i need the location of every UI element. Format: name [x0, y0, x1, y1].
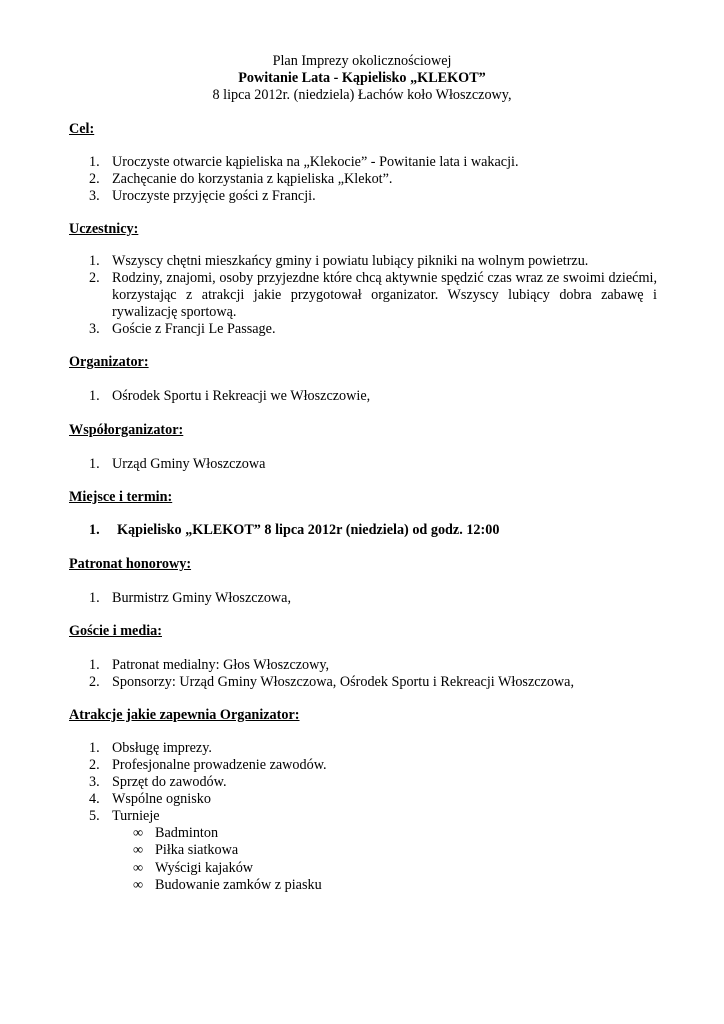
- list-number: 3.: [89, 774, 100, 790]
- sub-list-text: Budowanie zamków z piasku: [155, 877, 322, 893]
- list-number: 1.: [89, 253, 100, 269]
- list-number: 3.: [89, 188, 100, 204]
- infinity-bullet-icon: ∞: [133, 860, 144, 876]
- heading-organizator: Organizator:: [69, 354, 149, 370]
- list-text: Sprzęt do zawodów.: [112, 774, 227, 790]
- infinity-bullet-icon: ∞: [133, 842, 144, 858]
- list-text: Kąpielisko „KLEKOT” 8 lipca 2012r (niedziela) od godz. 12:00: [117, 522, 500, 538]
- list-number: 3.: [89, 321, 100, 337]
- list-number: 1.: [89, 657, 100, 673]
- header-line-1: Plan Imprezy okolicznościowej: [272, 53, 452, 69]
- list-text: Ośrodek Sportu i Rekreacji we Włoszczowie,: [112, 388, 371, 404]
- list-number: 1.: [89, 522, 100, 538]
- heading-patronat-honorowy: Patronat honorowy:: [69, 556, 192, 572]
- list-number: 1.: [89, 590, 100, 606]
- list-text: Burmistrz Gminy Włoszczowa,: [112, 590, 292, 606]
- list-text: Goście z Francji Le Passage.: [112, 321, 276, 337]
- header-date-place: 8 lipca 2012r. (niedziela) Łachów koło Włoszczowy,: [212, 87, 512, 103]
- header-title: Powitanie Lata - Kąpielisko „KLEKOT”: [238, 70, 486, 86]
- list-number: 5.: [89, 808, 100, 824]
- document-header: [0, 53, 724, 104]
- sub-list-text: Wyścigi kajaków: [155, 860, 254, 876]
- list-number: 1.: [89, 456, 100, 472]
- list-item: [0, 270, 724, 321]
- heading-miejsce-termin: Miejsce i termin:: [69, 489, 173, 505]
- list-text: Patronat medialny: Głos Włoszczowy,: [112, 657, 330, 673]
- list-text: Wspólne ognisko: [112, 791, 211, 807]
- list-text: Urząd Gminy Włoszczowa: [112, 456, 266, 472]
- list-text: Profesjonalne prowadzenie zawodów.: [112, 757, 327, 773]
- sub-list-text: Piłka siatkowa: [155, 842, 239, 858]
- list-text: Wszyscy chętni mieszkańcy gminy i powiatu lubiący pikniki na wolnym powietrzu.: [112, 253, 589, 269]
- sub-list-text: Badminton: [155, 825, 219, 841]
- list-number: 2.: [89, 757, 100, 773]
- heading-cel: Cel:: [69, 121, 95, 137]
- heading-goscie-media: Goście i media:: [69, 623, 162, 639]
- list-text: Obsługę imprezy.: [112, 740, 212, 756]
- list-text: Sponsorzy: Urząd Gminy Włoszczowa, Ośrodek Sportu i Rekreacji Włoszczowa,: [112, 674, 575, 690]
- list-number: 1.: [89, 154, 100, 170]
- list-number: 2.: [89, 171, 100, 187]
- list-text: Turnieje: [112, 808, 160, 824]
- list-text: Rodziny, znajomi, osoby przyjezdne które chcą aktywnie spędzić czas wraz ze swoimi dziećmi, korzystając z atrakcji jakie przygotował organizator. Wszyscy lubiący dobra zabawę i rywalizację sportową.: [112, 270, 657, 320]
- infinity-bullet-icon: ∞: [133, 825, 144, 841]
- heading-uczestnicy: Uczestnicy:: [69, 221, 139, 237]
- heading-wspolorganizator: Współorganizator:: [69, 422, 184, 438]
- heading-atrakcje: Atrakcje jakie zapewnia Organizator:: [69, 707, 300, 723]
- list-text: Uroczyste przyjęcie gości z Francji.: [112, 188, 316, 204]
- list-number: 1.: [89, 388, 100, 404]
- list-text: Uroczyste otwarcie kąpieliska na „Klekocie” - Powitanie lata i wakacji.: [112, 154, 519, 170]
- infinity-bullet-icon: ∞: [133, 877, 144, 893]
- list-number: 4.: [89, 791, 100, 807]
- list-number: 2.: [89, 674, 100, 690]
- list-number: 2.: [89, 270, 100, 286]
- list-number: 1.: [89, 740, 100, 756]
- list-text: Zachęcanie do korzystania z kąpieliska „Klekot”.: [112, 171, 393, 187]
